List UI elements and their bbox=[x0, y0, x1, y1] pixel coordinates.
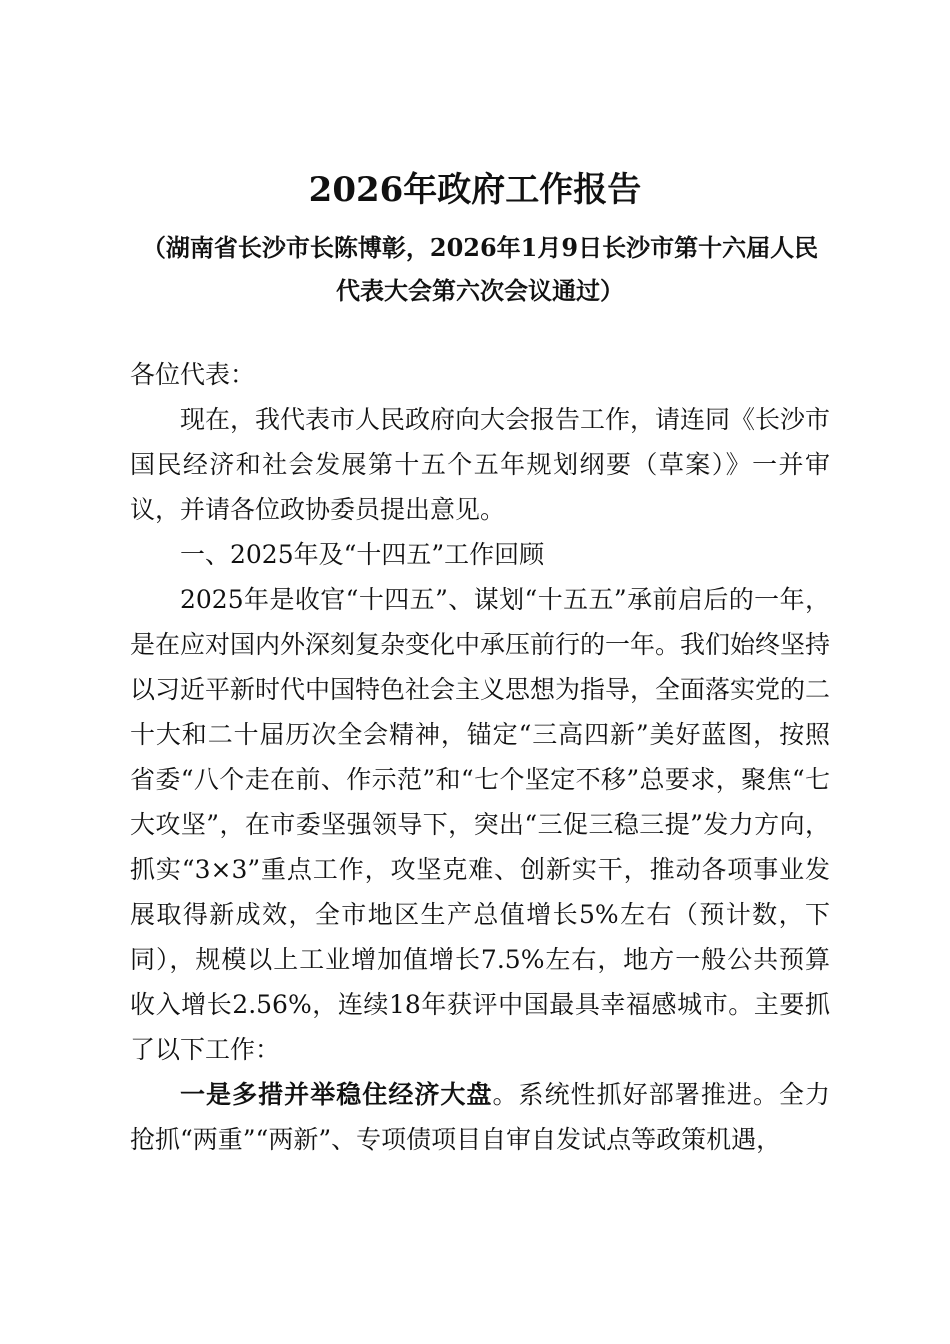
first-point-paragraph bbox=[130, 1072, 830, 1162]
report-subtitle: （湖南省长沙市长陈博彰，2026年1月9日长沙市第十六届人民代表大会第六次会议通过） bbox=[141, 233, 819, 305]
section-heading: 一、2025年及“十四五”工作回顾 bbox=[180, 540, 545, 569]
first-point-lead: 一是多措并举稳住经济大盘 bbox=[180, 1080, 493, 1109]
review-paragraph: 2025年是收官“十四五”、谋划“十五五”承前启后的一年，是在应对国内外深刻复杂变化中承压前行的一年。我们始终坚持以习近平新时代中国特色社会主义思想为指导，全面落实党的二十大和二十届历次全会精神，锚定“三高四新”美好蓝图，按照省委“八个走在前、作示范”和“七个坚定不移”总要求，聚焦“七大攻坚”，在市委坚强领导下，突出“三促三稳三提”发力方向，抓实“3×3”重点工作，攻坚克难、创新实干，推动各项事业发展取得新成效，全市地区生产总值增长5%左右（预计数，下同），规模以上工业增加值增长7.5%左右，地方一般公共预算收入增长2.56%，连续18年获评中国最具幸福感城市。主要抓了以下工作： bbox=[130, 585, 831, 1064]
report-body bbox=[130, 352, 830, 1162]
intro-paragraph: 现在，我代表市人民政府向大会报告工作，请连同《长沙市国民经济和社会发展第十五个五年规划纲要（草案）》一并审议，并请各位政协委员提出意见。 bbox=[130, 405, 831, 524]
salutation: 各位代表： bbox=[130, 360, 256, 389]
first-point-text: 。系统性抓好部署推进。全力抢抓“两重”“两新”、专项债项目自审自发试点等政策机遇， bbox=[130, 1080, 830, 1154]
report-title: 2026年政府工作报告 bbox=[308, 170, 642, 210]
